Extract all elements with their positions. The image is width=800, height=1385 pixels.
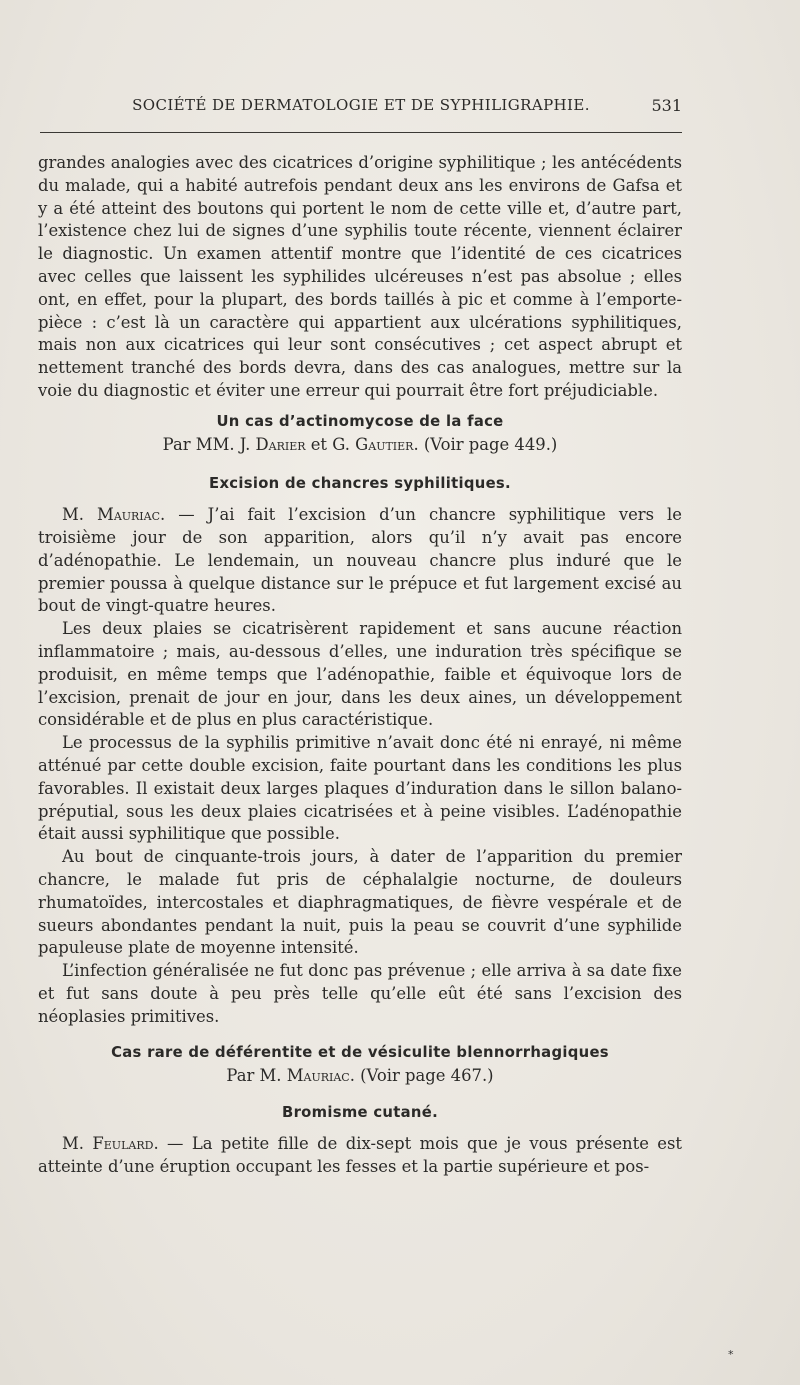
excision-paragraph-2: Les deux plaies se cicatrisèrent rapidement et sans aucune réaction inflammatoire ; mais, au-dessous d’elles, une induration très spécifique se produisit, en même temps que l’adénopathie, faible et équivoque lors de l’excision, prenait de jour en jour, dans les deux aines, un développement considérable et de plus en plus caractéristique. <box>38 619 682 730</box>
byline-mid: et G. <box>305 434 356 454</box>
section-title-excision: Excision de chancres syphilitiques. <box>209 475 511 493</box>
byline-prefix: Par MM. J. <box>162 434 256 454</box>
footer-mark: * <box>728 1348 734 1361</box>
speaker-prefix: M. <box>62 505 98 525</box>
excision-paragraph-4: Au bout de cinquante-trois jours, à dater de l’apparition du premier chancre, le malade fut pris de céphalalgie nocturne, de douleurs rhumatoïdes, intercostales et diaphragmatiques, de fièvre vespérale et de sueurs abondantes pendant la nuit, puis la peau se couvrit d’une syphilide papuleuse plate de moyenne intensité. <box>38 847 682 958</box>
excision-paragraph-3: Le processus de la syphilis primitive n’avait donc été ni enrayé, ni même atténué par cette double excision, faite pourtant dans les conditions les plus favorables. Il existait deux larges plaques d’induration dans le sillon balano-préputial, sous les deux plaies cicatrisées et à peine visibles. L’adénopathie était aussi syphilitique que possible. <box>38 733 682 844</box>
section-title-deferentite: Cas rare de déférentite et de vésiculite blennorrhagiques <box>111 1044 609 1062</box>
author-gautier: Gautier <box>355 434 414 454</box>
author-darier: Darier <box>255 434 306 454</box>
page-number: 531 <box>651 96 682 115</box>
speaker-mauriac: Mauriac <box>97 505 161 525</box>
byline-suffix: . (Voir page 449.) <box>413 434 558 454</box>
excision-paragraph-5: L’infection généralisée ne fut donc pas prévenue ; elle arriva à sa date fixe et fut sans doute à peu près telle qu’elle eût été sans l’excision des néoplasies primitives. <box>38 961 682 1026</box>
speaker-feulard: Feulard <box>92 1133 154 1153</box>
excision-paragraph-1 <box>38 504 682 618</box>
section-title-actinomycose: Un cas d’actinomycose de la face <box>216 412 504 430</box>
byline-actinomycose <box>38 434 682 457</box>
byline-deferentite <box>38 1065 682 1088</box>
header-rule <box>40 132 682 133</box>
bromisme-p1-text: . — La petite fille de dix-sept mois que je vous présente est atteinte d’une éruption occupant les fesses et la partie supérieure et pos- <box>38 1133 682 1176</box>
byline-prefix: Par M. <box>226 1066 287 1086</box>
author-mauriac: Mauriac <box>286 1066 350 1086</box>
section-title-bromisme: Bromisme cutané. <box>282 1104 438 1122</box>
byline-suffix: . (Voir page 467.) <box>349 1066 494 1086</box>
excision-p1-text: . — J’ai fait l’excision d’un chancre syphilitique vers le troisième jour de son apparition, alors qu’il n’y avait pas encore d’adénopathie. Le lendemain, un nouveau chancre plus induré que le premier poussa à quelque distance sur le prépuce et fut largement excisé au bout de vingt-quatre heures. <box>38 505 683 616</box>
bromisme-paragraph-1 <box>38 1133 682 1179</box>
intro-paragraph: grandes analogies avec des cicatrices d’origine syphilitique ; les antécédents du malade, qui a habité autrefois pendant deux ans les environs de Gafsa et y a été atteint des boutons qui portent le nom de cette ville et, d’autre part, l’existence chez lui de signes d’une syphilis toute récente, viennent éclairer le diagnostic. Un examen attentif montre que l’identité de ces cicatrices avec celles que laissent les syphilides ulcéreuses n’est pas absolue ; elles ont, en effet, pour la plupart, des bords taillés à pic et comme à l’emporte-pièce : c’est là un caractère qui appartient aux ulcérations syphilitiques, mais non aux cicatrices qui leur sont consécutives ; cet aspect abrupt et nettement tranché des bords devra, dans des cas analogues, mettre sur la voie du diagnostic et éviter une erreur qui pourrait être fort préjudiciable. <box>38 153 682 400</box>
speaker-prefix: M. <box>62 1133 93 1153</box>
body-text <box>38 152 682 1178</box>
running-header: SOCIÉTÉ DE DERMATOLOGIE ET DE SYPHILIGRAPHIE. <box>132 96 590 114</box>
